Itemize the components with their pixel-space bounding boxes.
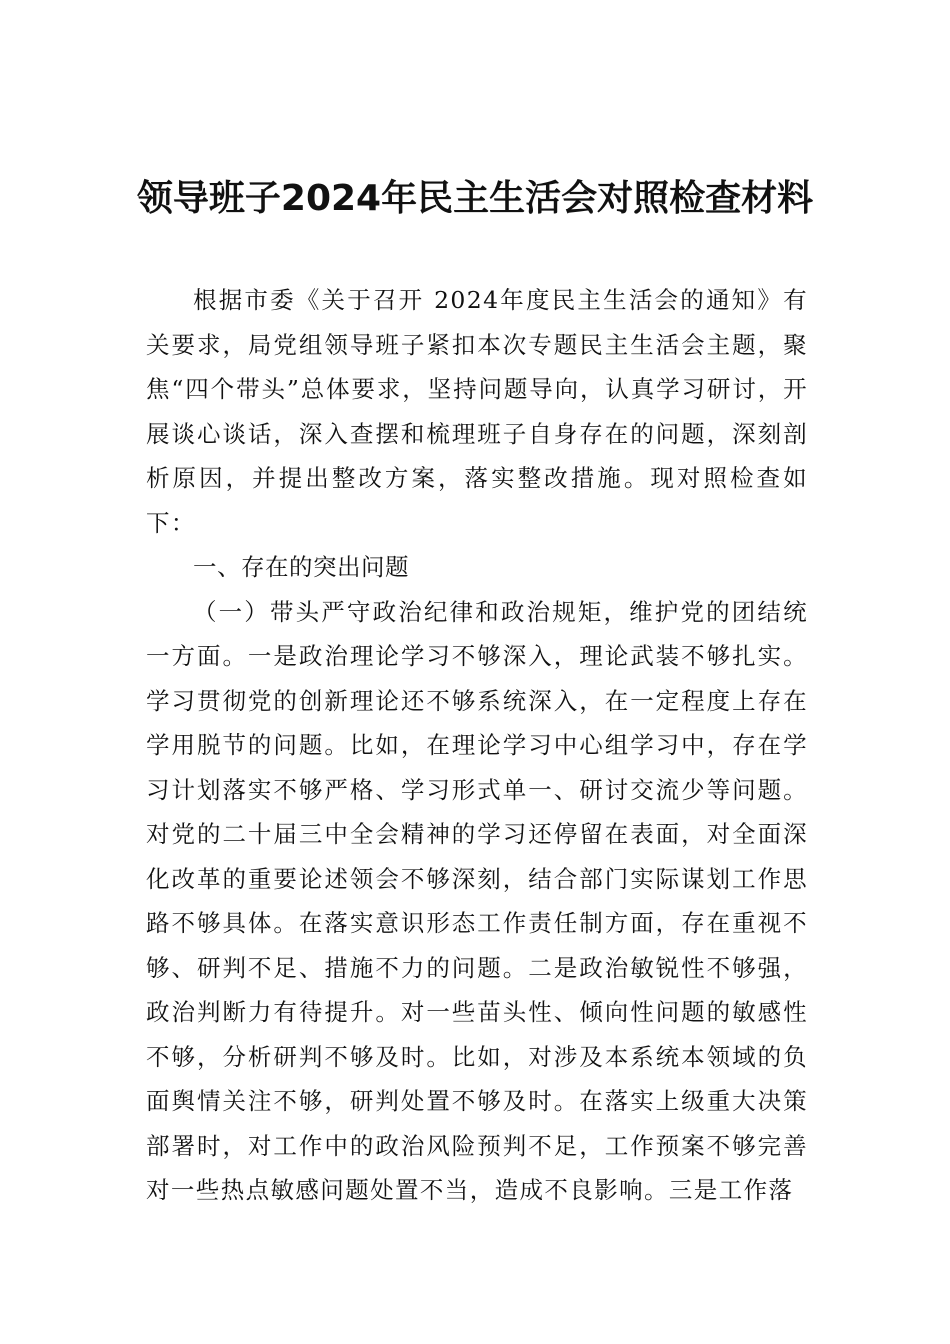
document-body (146, 278, 808, 1213)
body-paragraph: （一）带头严守政治纪律和政治规矩，维护党的团结统一方面。一是政治理论学习不够深入，理论武装不够扎实。学习贯彻党的创新理论还不够系统深入，在一定程度上存在学用脱节的问题。比如，在理论学习中心组学习中，存在学习计划落实不够严格、学习形式单一、研讨交流少等问题。对党的二十届三中全会精神的学习还停留在表面，对全面深化改革的重要论述领会不够深刻，结合部门实际谋划工作思路不够具体。在落实意识形态工作责任制方面，存在重视不够、研判不足、措施不力的问题。二是政治敏锐性不够强，政治判断力有待提升。对一些苗头性、倾向性问题的敏感性不够，分析研判不够及时。比如，对涉及本系统本领域的负面舆情关注不够，研判处置不够及时。在落实上级重大决策部署时，对工作中的政治风险预判不足，工作预案不够完善对一些热点敏感问题处置不当，造成不良影响。三是工作落 (146, 597, 808, 1204)
intro-paragraph: 根据市委《关于召开 2024年度民主生活会的通知》有关要求，局党组领导班子紧扣本次专题民主生活会主题，聚焦“四个带头”总体要求，坚持问题导向，认真学习研讨，开展谈心谈话，深入查摆和梳理班子自身存在的问题，深刻剖析原因，并提出整改方案，落实整改措施。现对照检查如下： (146, 286, 808, 537)
section-heading: 一、存在的突出问题 (193, 553, 409, 581)
document-title: 领导班子2024年民主生活会对照检查材料 (136, 178, 814, 219)
